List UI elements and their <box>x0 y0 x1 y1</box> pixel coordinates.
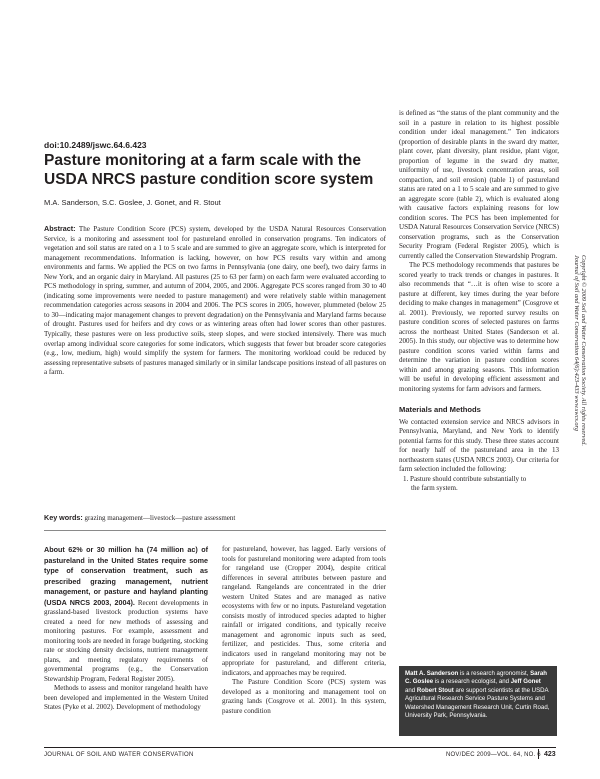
body-column-1 <box>44 545 208 713</box>
keywords-label: Key words: <box>44 513 83 522</box>
authors: M.A. Sanderson, S.C. Goslee, J. Gonet, and R. Stout <box>44 198 221 207</box>
abstract-label: Abstract: <box>44 224 76 233</box>
body-paragraph: is defined as “the status of the plant community and the soil in a pasture in relation to its highest possible condition under ideal management.” Ten indicators (proportion of desirable plants in the sward dry matter, plant cover, plant diversity, plant residue, plant vigor, proportion of legume in the sward dry matter, uniformity of use, livestock concentration areas, soil compaction, and soil erosion) (table 1) of pastureland status are rated on a 1 to 5 scale and are summed to give an aggregate score (table 2), which is evaluated along with causative factors explaining reasons for low condition scores. The PCS has been implemented for USDA Natural Resources Conservation Service (NRCS) conservation programs, such as the Conservation Security Program (Federal Register 2005), which is currently called the Conservation Stewardship Program. <box>399 109 559 260</box>
copyright-sidebar <box>573 255 587 545</box>
intro-leadin: About 62% or 30 million ha (74 million ac) of pastureland in the United States require some type of conservation treatment, such as prescribed grazing management, nutrient management, or pasture and hayland planting (USDA NRCS 2003, 2004). <box>44 545 208 607</box>
abstract <box>44 224 386 378</box>
body-column-2 <box>222 545 386 716</box>
body-column-3 <box>399 109 559 494</box>
keywords-text: grazing management—livestock—pasture assessment <box>82 514 236 522</box>
author-name: Matt A. Sanderson <box>405 670 459 677</box>
bio-text: and <box>405 686 417 694</box>
page-number: 423 <box>544 751 556 758</box>
copyright-text <box>573 255 587 545</box>
bio-text: is a research agronomist, <box>458 670 531 677</box>
list-item-continuation: the farm system. <box>411 484 458 492</box>
bio-text: are support scientists at the USDA Agricultural Research Service Pasture Systems and Watershed Management Research Unit, Curtin Road, University Park, Pennsylvania. <box>405 686 550 720</box>
body-paragraph: We contacted extension service and NRCS advisors in Pennsylvania, Maryland, and New York to identify potential farms for this study. These three states account for nearly half of the pastureland area in the 13 northeastern states (USDA NRCS 2003). Our criteria for farm selection included the following: <box>399 417 559 473</box>
section-divider <box>44 530 386 531</box>
list-item: 1. Pasture should contribute substantially to <box>403 474 527 483</box>
author-name: Sarah C. Goslee <box>405 670 548 686</box>
body-paragraph: Methods to assess and monitor rangeland health have been developed and implemented in the Western United States (Pyke et al. 2002). Development of methodology <box>44 684 208 711</box>
body-paragraph: The Pasture Condition Score (PCS) system was developed as a monitoring and management tool on grazing lands (Cosgrove et al. 2001). In this system, pasture condition <box>222 678 386 715</box>
bio-text: is a research ecologist, and <box>433 678 511 686</box>
abstract-text: The Pasture Condition Score (PCS) system, developed by the USDA Natural Resources Conservation Service, is a monitoring and assessment tool for pastureland enrolled in conservation programs. Ten indicators of vegetation and soil status are rated on a 1 to 5 scale and are summed to give an aggregate score, which is interpreted for management recommendations. Information is lacking, however, on how PCS results vary within and among environments and farms. We applied the PCS on two farms in Pennsylvania (one dairy, one beef), two dairy farms in New York, and an organic dairy in Maryland. All pastures (25 to 63 per farm) on each farm were evaluated according to PCS methodology in spring, summer, and autumn of 2004, 2005, and 2006. Aggregate PCS scores ranged from 30 to 40 (indicating some improvements were needed to pasture management) and were relatively stable within management recommendation categories across seasons in 2004 and 2006. The PCS scores in 2005, however, plummeted (below 25 to 30—indicating major management changes to prevent degradation) on the Pennsylvania and Maryland farms because of drought. Pastures used for heifers and dry cows or as wintering areas often had lower scores than other pastures. Typically, these pastures were on less productive soils, steep slopes, and were stocked intensively. There was much overlap among individual score categories for some indicators, which suggests that fewer but broader score categories (e.g., low, medium, high) would simplify the system for farmers. The monitoring workload could be reduced by assessing representative subsets of pastures managed similarly or in similar landscape positions instead of all pastures on a farm. <box>44 225 386 377</box>
keywords <box>44 513 386 523</box>
article-title: Pasture monitoring at a farm scale with the USDA NRCS pasture condition score system <box>44 152 374 188</box>
footer-journal: JOURNAL OF SOIL AND WATER CONSERVATION <box>44 752 194 758</box>
footer-divider <box>538 749 539 759</box>
author-name: Jeff Gonet <box>510 678 541 686</box>
section-heading-methods: Materials and Methods <box>399 405 481 414</box>
intro-text: Recent developments in grassland-based livestock production systems have created a need for new methods of assessing and monitoring pastures. For example, assessment and monitoring tools are needed in forage budgeting, stocking rate or stocking density decisions, nutrient management plans, and meeting regulatory requirements of governmental programs (e.g., the Conservation Stewardship Program, Federal Register 2005). <box>44 598 208 683</box>
body-paragraph: The PCS methodology recommends that pastures be scored yearly to track trends or changes in pastures. It also recommends that “…it is often wise to score a pasture at different, key times during the year before deciding to make changes in management” (Cosgrove et al. 2001). Previously, we reported survey results on pasture condition scores of selected pastures on farms across the northeast United States (Sanderson et al. 2005). In this study, our objective was to determine how pasture condition scores varied within farms and determine the variation in pasture condition scores within and among grazing seasons. This information will be useful in developing efficient assessment and monitoring systems for farm advisors and farmers. <box>399 261 559 393</box>
body-paragraph: for pastureland, however, has lagged. Early versions of tools for pastureland monitoring were adapted from tools for rangeland use (Cropper 2004), despite critical differences in several attributes between pasture and rangeland. Rangelands are concentrated in the drier western United States and are managed as native ecosystems with few or no inputs. Pastureland vegetation consists mostly of introduced species adapted to higher rainfall or irrigated conditions, and typically receive management and agronomic inputs such as seed, fertilizer, and pesticides. Thus, some criteria and indicators used in rangeland monitoring may not be appropriate for pastureland, and different criteria, indicators, and approaches may be required. <box>222 545 386 677</box>
author-bio-box <box>399 666 557 736</box>
author-name: Robert Stout <box>416 686 454 694</box>
copyright-line: Copyright © 2009 Soil and Water Conservation Society. All rights reserved. <box>580 255 587 446</box>
footer-issue: NOV/DEC 2009—VOL. 64, NO. 6 <box>446 752 541 758</box>
footer-rule <box>44 747 556 748</box>
intro-paragraph <box>44 545 208 684</box>
doi: doi:10.2489/jswc.64.6.423 <box>44 140 147 150</box>
citation-line: Journal of Soil and Water Conservation 64(6):423-433 www.swcs.org <box>572 255 580 431</box>
